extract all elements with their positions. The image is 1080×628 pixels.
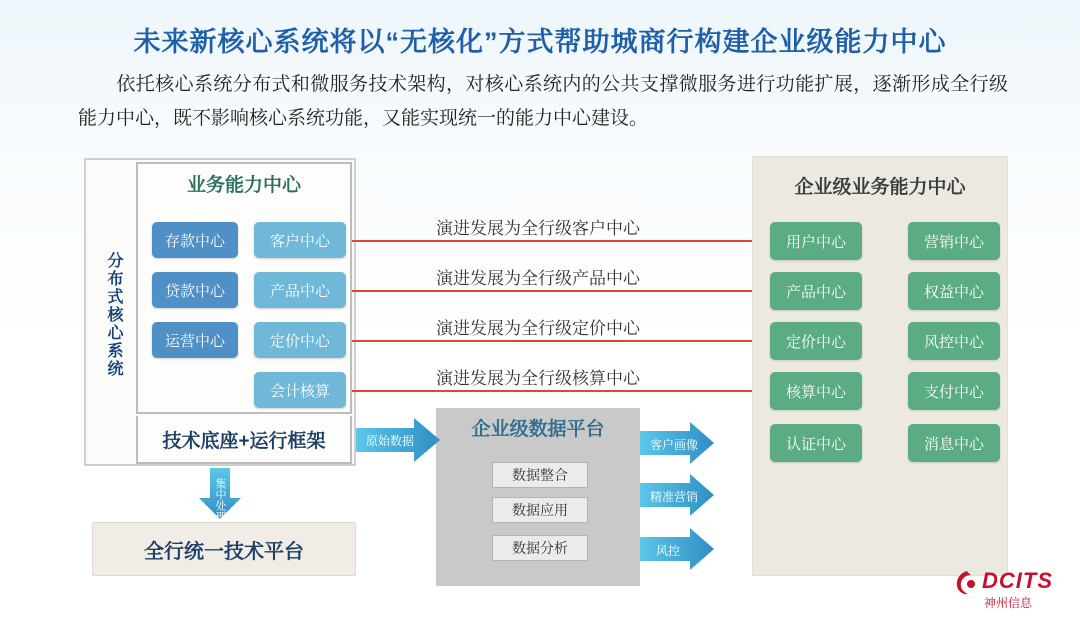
- subtitle-text: [78, 68, 1008, 136]
- dp-item-analysis[interactable]: 数据分析: [492, 535, 588, 561]
- arrow-line-product: [352, 290, 762, 292]
- page-title: 未来新核心系统将以“无核化”方式帮助城商行构建企业级能力中心: [133, 26, 947, 57]
- risk-control-label: 风控: [656, 544, 681, 558]
- tech-base-label: 技术底座+运行框架: [136, 416, 352, 464]
- chip-accounting-center[interactable]: 会计核算: [254, 372, 346, 408]
- data-platform-title: 企业级数据平台: [471, 419, 605, 440]
- gchip-accounting-center[interactable]: 核算中心: [770, 372, 862, 410]
- arrow-line-pricing: [352, 340, 762, 342]
- enterprise-capability-panel: [752, 156, 1008, 576]
- gchip-pricing-center[interactable]: 定价中心: [770, 322, 862, 360]
- enterprise-capability-title: 企业级业务能力中心: [794, 177, 966, 198]
- arrow-line-customer: [352, 240, 762, 242]
- gchip-message-center[interactable]: 消息中心: [908, 424, 1000, 462]
- dp-item-integration[interactable]: 数据整合: [492, 462, 588, 488]
- gchip-rights-center[interactable]: 权益中心: [908, 272, 1000, 310]
- centralized-process-label: 集中处理: [214, 478, 226, 522]
- chip-customer-center[interactable]: 客户中心: [254, 222, 346, 258]
- raw-data-arrow-label: 原始数据: [366, 434, 415, 448]
- chip-deposit-center[interactable]: 存款中心: [152, 222, 238, 258]
- gchip-payment-center[interactable]: 支付中心: [908, 372, 1000, 410]
- precision-marketing-label: 精准营销: [650, 490, 699, 504]
- customer-profile-label: 客户画像: [650, 438, 699, 452]
- business-capability-center-title: 业务能力中心: [186, 175, 301, 196]
- arrow-label-accounting: 演进发展为全行级核算中心: [436, 369, 640, 388]
- logo-mark-icon: [954, 570, 980, 596]
- gchip-marketing-center[interactable]: 营销中心: [908, 222, 1000, 260]
- title-band: [0, 16, 1080, 62]
- company-logo: [954, 568, 1064, 616]
- logo-subtext: 神州信息: [984, 596, 1033, 610]
- chip-product-center[interactable]: 产品中心: [254, 272, 346, 308]
- gchip-riskcontrol-center[interactable]: 风控中心: [908, 322, 1000, 360]
- gchip-auth-center[interactable]: 认证中心: [770, 424, 862, 462]
- chip-pricing-center[interactable]: 定价中心: [254, 322, 346, 358]
- arrow-label-pricing: 演进发展为全行级定价中心: [436, 319, 640, 338]
- logo-text: DCITS: [982, 568, 1053, 593]
- distributed-core-label: 分布式核心系统: [105, 252, 122, 378]
- dp-item-application[interactable]: 数据应用: [492, 497, 588, 523]
- unified-tech-platform: 全行统一技术平台: [92, 522, 356, 576]
- arrow-line-accounting: [352, 390, 762, 392]
- gchip-product-center[interactable]: 产品中心: [770, 272, 862, 310]
- gchip-user-center[interactable]: 用户中心: [770, 222, 862, 260]
- subtitle-body: 依托核心系统分布式和微服务技术架构，对核心系统内的公共支撑微服务进行功能扩展，逐渐形成全行级能力中心，既不影响核心系统功能，又能实现统一的能力中心建设。: [78, 74, 1008, 129]
- chip-loan-center[interactable]: 贷款中心: [152, 272, 238, 308]
- arrow-label-product: 演进发展为全行级产品中心: [436, 269, 640, 288]
- arrow-label-customer: 演进发展为全行级客户中心: [436, 219, 640, 238]
- chip-operation-center[interactable]: 运营中心: [152, 322, 238, 358]
